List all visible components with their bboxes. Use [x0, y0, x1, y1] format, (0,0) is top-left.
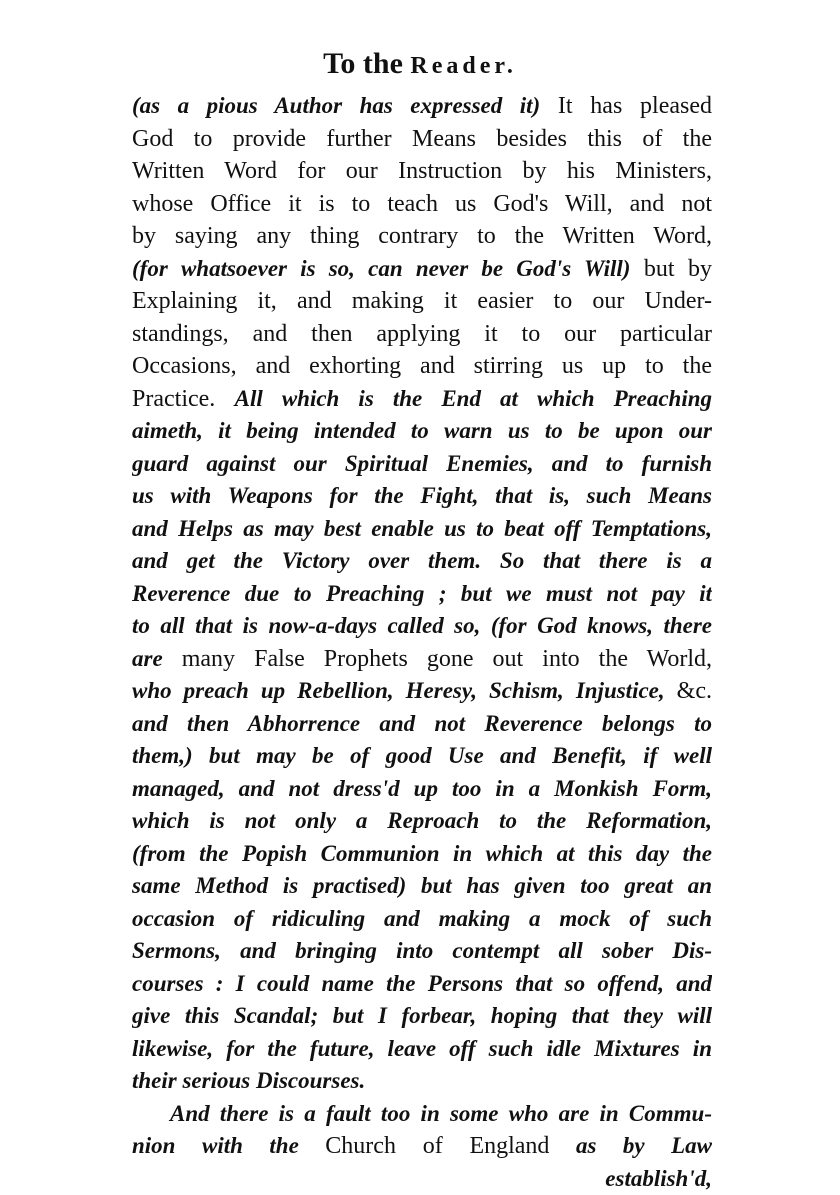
text-run: establish'd, [605, 1166, 712, 1191]
text-line [132, 90, 712, 123]
text-run: which is not only a Reproach to the Reformation, [132, 808, 712, 833]
text-run: occasion of ridiculing and making a mock of such [132, 906, 712, 931]
text-run: &c. [677, 678, 712, 704]
text-run: guard against our Spiritual Enemies, and to furnish [132, 451, 712, 476]
text-line [132, 1065, 712, 1098]
text-line [132, 578, 712, 611]
text-line [132, 545, 712, 578]
header-title-caps: Reader. [410, 53, 516, 79]
text-line [132, 480, 712, 513]
text-line [132, 675, 712, 708]
text-line [132, 870, 712, 903]
text-line [132, 610, 712, 643]
text-run: likewise, for the future, leave off such idle Mixtures in [132, 1036, 712, 1061]
text-run: courses : I could name the Persons that so offend, and [132, 971, 712, 996]
text-line [132, 318, 712, 351]
header-title-plain: To the [323, 47, 410, 80]
text-run: And there is a fault too in some who are in Commu- [170, 1101, 712, 1126]
text-line [132, 448, 712, 481]
text-run: Written Word for our Instruction by his Ministers, [132, 158, 712, 184]
text-run: are [132, 646, 163, 671]
text-run: many False Prophets gone out into the World, [163, 646, 712, 672]
text-run: and Helps as may best enable us to beat off Temptations, [132, 516, 712, 541]
text-run: (as a pious Author has expressed it) [132, 93, 540, 118]
text-line [132, 838, 712, 871]
text-run: and get the Victory over them. So that there is a [132, 548, 712, 573]
text-line [132, 220, 712, 253]
text-line [132, 188, 712, 221]
text-run: whose Office it is to teach us God's Will, and not [132, 191, 712, 217]
text-run: Sermons, and bringing into contempt all sober Dis- [132, 938, 712, 963]
text-line [132, 415, 712, 448]
text-run: It has pleased [540, 93, 712, 119]
text-line [132, 285, 712, 318]
text-line [132, 773, 712, 806]
text-run: by saying any thing contrary to the Written Word, [132, 223, 712, 249]
text-run: us with Weapons for the Fight, that is, such Means [132, 483, 712, 508]
text-run: their serious Discourses. [132, 1068, 365, 1093]
text-run: them,) but may be of good Use and Benefit, if well [132, 743, 712, 768]
text-run: as by Law [549, 1133, 712, 1158]
text-line [132, 1130, 712, 1163]
text-run: nion with the [132, 1133, 325, 1158]
text-line [132, 643, 712, 676]
text-line [132, 935, 712, 968]
text-line [132, 903, 712, 936]
text-run: managed, and not dress'd up too in a Monkish Form, [132, 776, 712, 801]
text-run: (from the Popish Communion in which at this day the [132, 841, 712, 866]
text-line [132, 1000, 712, 1033]
text-line [132, 513, 712, 546]
text-run: God to provide further Means besides this of the [132, 126, 712, 152]
catchword-line [132, 1163, 712, 1195]
text-run: (for whatsoever is so, can never be God's Will) [132, 256, 630, 281]
text-run: Reverence due to Preaching ; but we must not pay it [132, 581, 712, 606]
text-run: Explaining it, and making it easier to our Under- [132, 288, 712, 314]
text-run: and then Abhorrence and not Reverence belongs to [132, 711, 712, 736]
text-line [132, 155, 712, 188]
text-run: All which is the End at which Preaching [235, 386, 712, 411]
text-run: aimeth, it being intended to warn us to be upon our [132, 418, 712, 443]
text-line [132, 968, 712, 1001]
text-line [132, 1033, 712, 1066]
text-line [132, 1098, 712, 1131]
text-run: give this Scandal; but I forbear, hoping that they will [132, 1003, 712, 1028]
text-line [132, 383, 712, 416]
text-line [132, 123, 712, 156]
text-line [132, 253, 712, 286]
text-run: who preach up Rebellion, Heresy, Schism, Injustice, [132, 678, 677, 703]
text-run: Occasions, and exhorting and stirring us up to the [132, 353, 712, 379]
text-run: Church of England [325, 1133, 549, 1159]
text-line [132, 350, 712, 383]
text-run: Practice. [132, 386, 235, 412]
text-run: standings, and then applying it to our particular [132, 321, 712, 347]
text-run: but by [630, 256, 712, 282]
text-line [132, 805, 712, 838]
body-text [132, 90, 712, 1195]
text-run: same Method is practised) but has given too great an [132, 873, 712, 898]
text-run: to all that is now-a-days called so, (for God knows, there [132, 613, 712, 638]
text-line [132, 708, 712, 741]
running-header [0, 44, 840, 86]
text-line [132, 740, 712, 773]
